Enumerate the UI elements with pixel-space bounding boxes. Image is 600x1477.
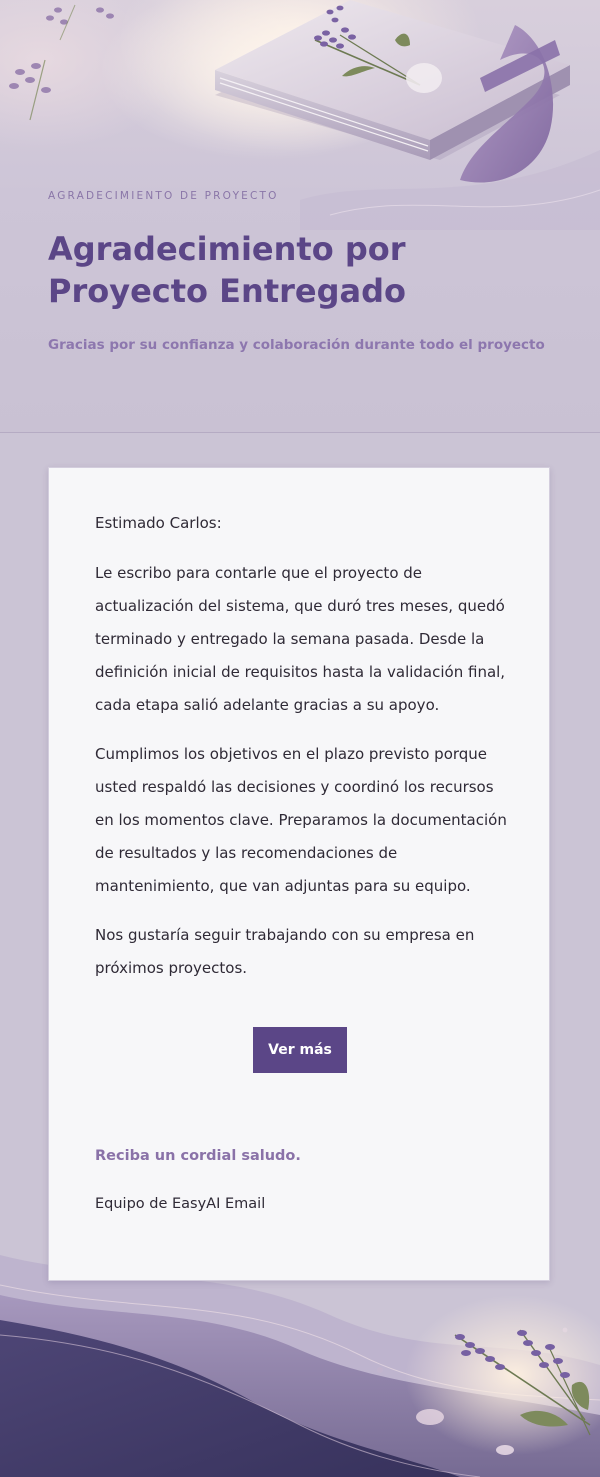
greeting: Estimado Carlos: [95, 514, 222, 532]
message-card [48, 467, 550, 1281]
email-header [0, 0, 600, 432]
cta-container [49, 1027, 551, 1073]
email-subtitle: Gracias por su confianza y colaboración durante todo el proyecto [48, 337, 545, 353]
message-body [95, 513, 507, 1001]
eyebrow-label: AGRADECIMIENTO DE PROYECTO [48, 190, 279, 202]
paragraph-future: Nos gustaría seguir trabajando con su empresa en próximos proyectos. [95, 926, 475, 977]
paragraph-objectives: Cumplimos los objetivos en el plazo previsto porque usted respaldó las decisiones y coordinó los recursos en los momentos clave. Preparamos la documentación de resultados y las recomendaciones de mantenimiento, que van adjuntas para su equipo. [95, 745, 507, 895]
header-divider [0, 432, 600, 433]
closing-line: Reciba un cordial saludo. [95, 1148, 301, 1164]
email-title: Agradecimiento por Proyecto Entregado [48, 230, 406, 310]
signature: Equipo de EasyAI Email [95, 1196, 266, 1212]
paragraph-intro: Le escribo para contarle que el proyecto de actualización del sistema, que duró tres meses, quedó terminado y entregado la semana pasada. Desde la definición inicial de requisitos hasta la validación final, cada etapa salió adelante gracias a su apoyo. [95, 564, 506, 714]
see-more-button[interactable]: Ver más [253, 1027, 347, 1073]
